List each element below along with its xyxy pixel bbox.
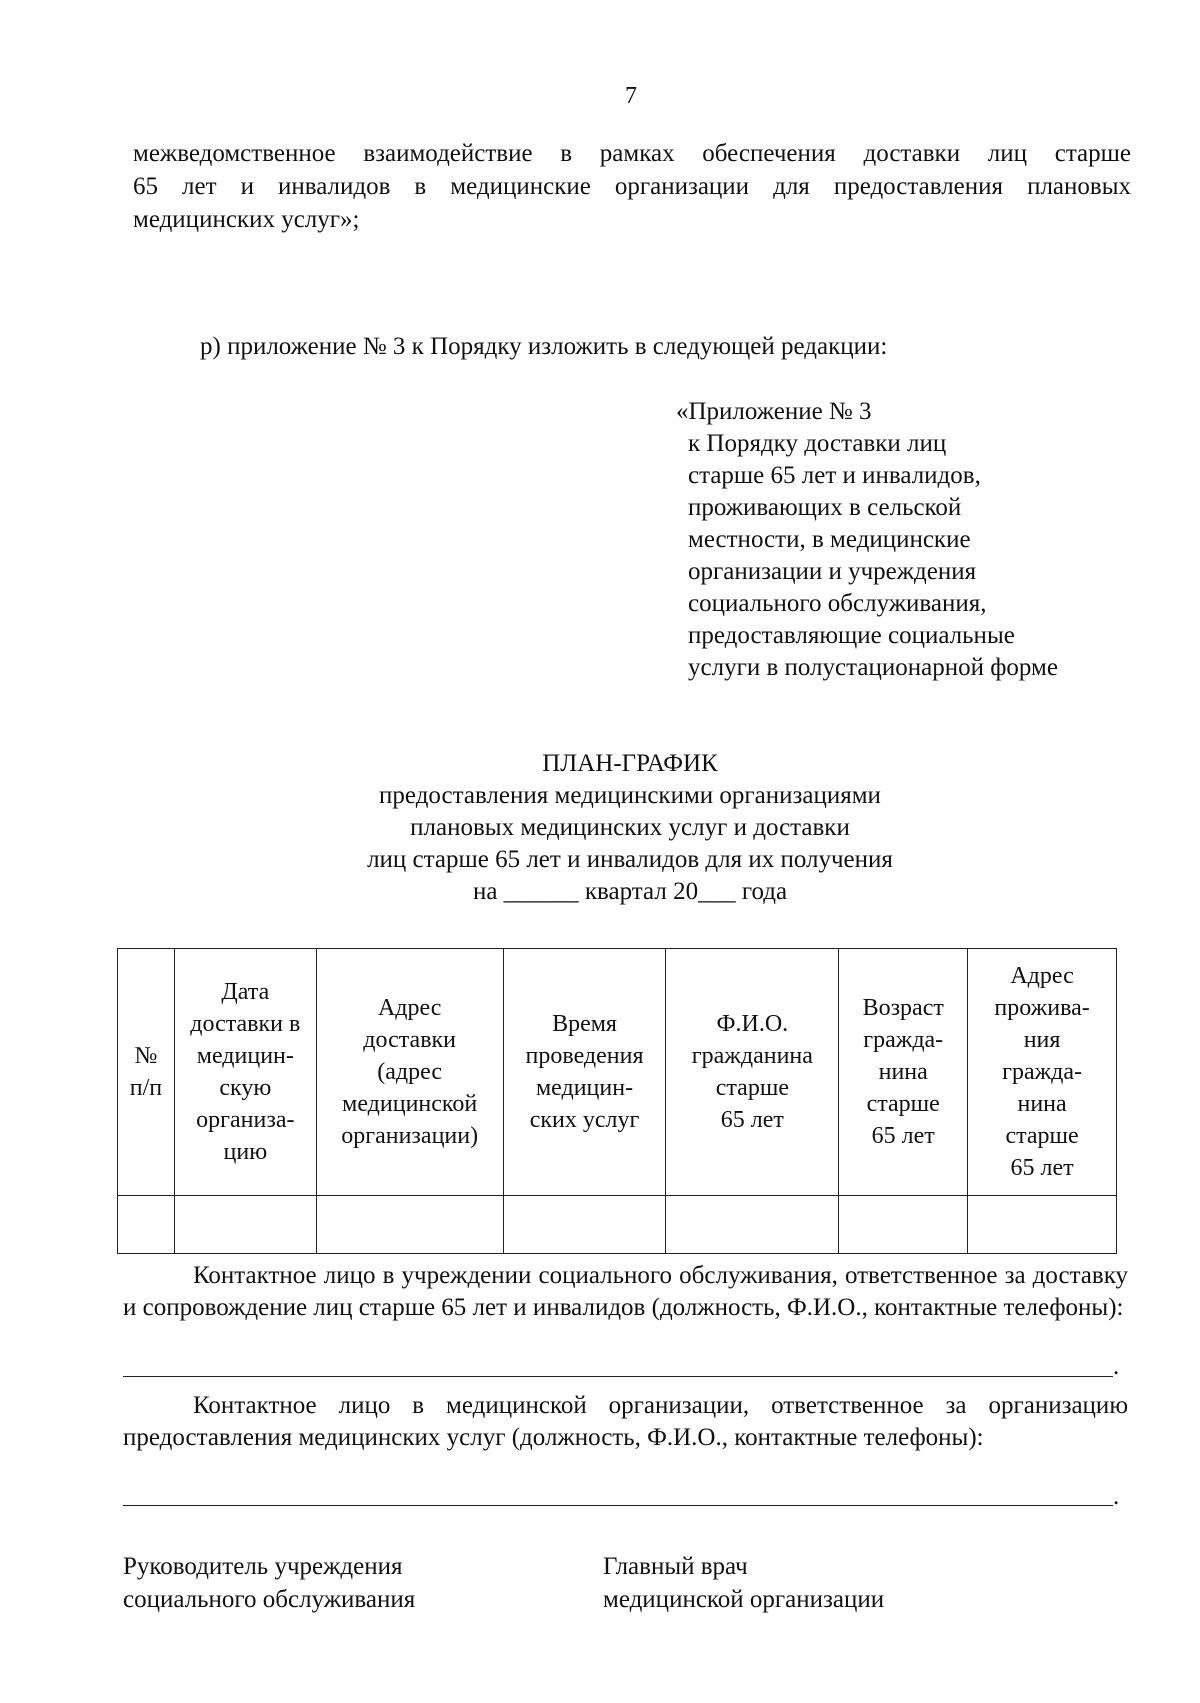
header-line: проведения <box>525 1043 644 1069</box>
header-line: медицин- <box>535 1075 634 1101</box>
header-line: прожива- <box>994 995 1090 1021</box>
header-cell-delivery-address <box>316 949 503 1196</box>
table-cell <box>968 1196 1117 1254</box>
header-line: скую <box>219 1075 272 1101</box>
annex-line: проживающих в сельской <box>688 494 962 521</box>
header-line: нина <box>878 1059 928 1085</box>
header-cell-number <box>118 949 175 1196</box>
subtitle-line: лиц старше 65 лет и инвалидов для их получения <box>367 846 893 873</box>
signature-right-line: Главный врач <box>603 1553 748 1580</box>
header-line: старше <box>715 1075 789 1101</box>
annex-line: организации и учреждения <box>688 558 977 585</box>
annex-line: к Порядку доставки лиц <box>688 430 947 457</box>
header-cell-citizen-name <box>666 949 839 1196</box>
subtitle-line: на ______ квартал 20___ года <box>472 878 788 905</box>
table-cell <box>174 1196 316 1254</box>
schedule-table <box>117 948 1117 1254</box>
header-line: гражданина <box>691 1043 813 1069</box>
intro-line: 65 лет и инвалидов в медицинские организации для предоставления плановых <box>133 173 1131 200</box>
annex-heading <box>676 396 1058 684</box>
header-cell-citizen-age <box>839 949 968 1196</box>
signature-left-line: социального обслуживания <box>123 1586 416 1613</box>
table-cell <box>503 1196 666 1254</box>
contact-social-end: . <box>1113 1353 1120 1380</box>
header-line: ских услуг <box>529 1107 640 1133</box>
signature-left <box>123 1550 415 1616</box>
signature-right-line: медицинской организации <box>603 1586 885 1613</box>
header-line: № <box>134 1043 158 1069</box>
contact-social-text: Контактное лицо в учреждении социального обслуживания, ответственное за доставку и сопровождение лиц старше 65 лет и инвалидов (должность, Ф.И.О., контактные телефоны): <box>123 1262 1128 1321</box>
contact-social-section <box>123 1260 1128 1324</box>
header-line: гражда- <box>1002 1059 1083 1085</box>
intro-line: межведомственное взаимодействие в рамках обеспечения доставки лиц старше <box>133 140 1131 167</box>
table-cell <box>316 1196 503 1254</box>
signature-right <box>603 1550 884 1616</box>
contact-medical-blank-line <box>123 1505 1113 1506</box>
header-line: 65 лет <box>871 1123 935 1149</box>
header-line: старше <box>866 1091 940 1117</box>
subtitle-line: предоставления медицинскими организациями <box>379 782 881 809</box>
annex-line: услуги в полустационарной форме <box>688 654 1058 681</box>
header-line: Время <box>552 1011 617 1037</box>
annex-line: «Приложение № 3 <box>676 398 872 425</box>
header-line: п/п <box>129 1075 163 1101</box>
header-cell-service-time <box>503 949 666 1196</box>
header-line: 65 лет <box>720 1107 784 1133</box>
annex-line: местности, в медицинские <box>688 526 971 553</box>
header-line: гражда- <box>863 1027 944 1053</box>
annex-line: старше 65 лет и инвалидов, <box>688 462 981 489</box>
header-line: Адрес <box>377 995 442 1021</box>
table-cell <box>666 1196 839 1254</box>
contact-medical-section <box>123 1390 1128 1454</box>
document-title-block <box>300 748 960 908</box>
header-line: доставки в <box>190 1011 301 1037</box>
header-cell-delivery-date <box>174 949 316 1196</box>
header-line: цию <box>223 1139 268 1165</box>
header-line: Адрес <box>1010 963 1074 989</box>
amendment-line: р) приложение № 3 к Порядку изложить в следующей редакции: <box>200 333 888 360</box>
header-line: нина <box>1017 1091 1067 1117</box>
intro-paragraph <box>133 137 1131 236</box>
header-line: медицин- <box>196 1043 294 1069</box>
header-line: Дата <box>221 979 270 1005</box>
header-line: Ф.И.О. <box>716 1011 789 1037</box>
intro-line: медицинских услуг»; <box>133 206 360 233</box>
header-line: медицинской <box>342 1091 478 1117</box>
header-line: организации) <box>341 1123 479 1149</box>
contact-medical-text: Контактное лицо в медицинской организации, ответственное за организацию предоставления медицинских услуг (должность, Ф.И.О., контактные телефоны): <box>123 1392 1128 1451</box>
header-line: ния <box>1023 1027 1061 1053</box>
contact-medical-end: . <box>1113 1483 1120 1510</box>
header-line: доставки <box>363 1027 457 1053</box>
document-title: ПЛАН-ГРАФИК <box>542 750 718 777</box>
contact-social-blank-line <box>123 1376 1113 1377</box>
header-line: 65 лет <box>1010 1155 1074 1181</box>
table-cell <box>839 1196 968 1254</box>
subtitle-line: плановых медицинских услуг и доставки <box>410 814 850 841</box>
header-line: (адрес <box>377 1059 443 1085</box>
annex-line: предоставляющие социальные <box>688 622 1015 649</box>
header-line: Возраст <box>862 995 944 1021</box>
table-row <box>118 1196 1117 1254</box>
page-number: 7 <box>625 83 637 109</box>
annex-line: социального обслуживания, <box>688 590 987 617</box>
table-header-row <box>118 949 1117 1196</box>
header-cell-citizen-address <box>968 949 1117 1196</box>
header-line: старше <box>1005 1123 1079 1149</box>
header-line: организа- <box>196 1107 295 1133</box>
table-cell <box>118 1196 175 1254</box>
signature-left-line: Руководитель учреждения <box>123 1553 403 1580</box>
